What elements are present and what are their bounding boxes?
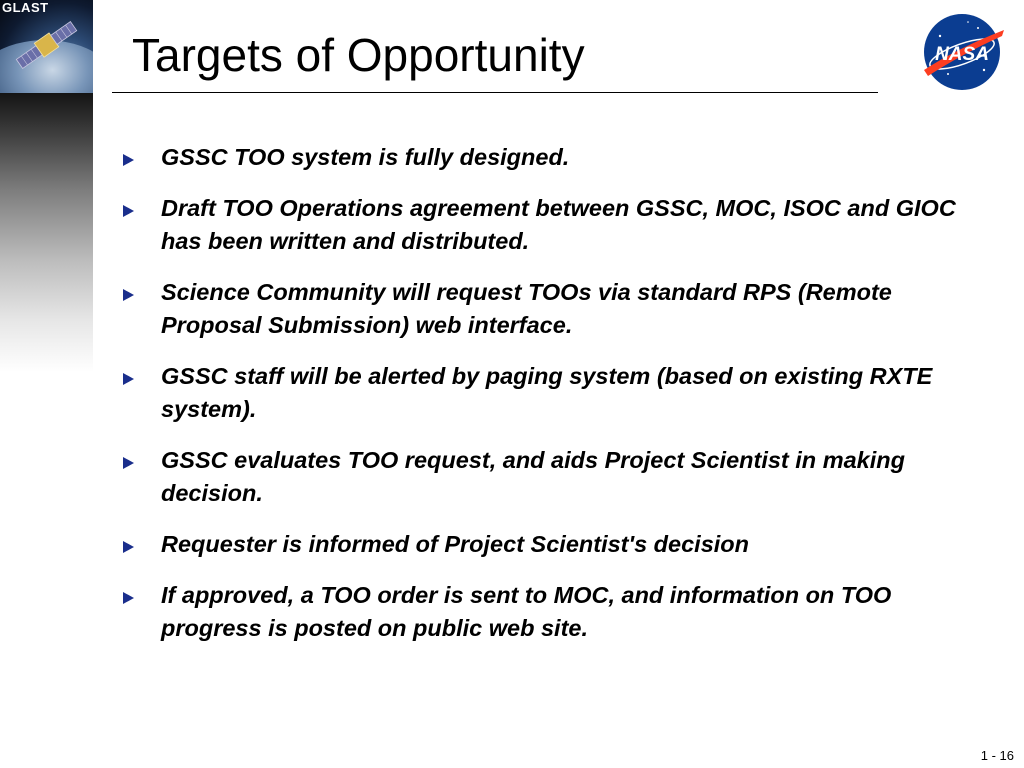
bullet-item <box>118 579 998 645</box>
bullet-item <box>118 141 998 174</box>
triangle-bullet-icon <box>123 373 134 385</box>
triangle-bullet-icon <box>123 457 134 469</box>
triangle-bullet-icon <box>123 592 134 604</box>
slide-title: Targets of Opportunity <box>132 29 585 81</box>
bullet-text: Requester is informed of Project Scientist's decision <box>161 531 750 557</box>
bullet-text: GSSC staff will be alerted by paging system (based on existing RXTE system). <box>161 363 933 422</box>
bullet-text: GSSC evaluates TOO request, and aids Project Scientist in making decision. <box>161 447 905 506</box>
nasa-meatball-icon <box>918 8 1008 94</box>
triangle-bullet-icon <box>123 154 134 166</box>
title-divider <box>112 92 878 93</box>
glast-logo-text: GLAST <box>2 0 49 15</box>
bullet-item <box>118 276 998 342</box>
triangle-bullet-icon <box>123 289 134 301</box>
bullet-list <box>118 141 998 663</box>
page-number: 1 - 16 <box>980 748 1014 763</box>
glast-logo <box>0 0 93 93</box>
triangle-bullet-icon <box>123 541 134 553</box>
side-gradient-bar <box>0 0 93 768</box>
bullet-text: GSSC TOO system is fully designed. <box>161 144 570 170</box>
bullet-item <box>118 192 998 258</box>
bullet-text: If approved, a TOO order is sent to MOC, and information on TOO progress is posted on public web site. <box>161 582 892 641</box>
bullet-item <box>118 528 998 561</box>
bullet-text: Draft TOO Operations agreement between GSSC, MOC, ISOC and GIOC has been written and distributed. <box>161 195 956 254</box>
bullet-item <box>118 444 998 510</box>
triangle-bullet-icon <box>123 205 134 217</box>
nasa-logo-text: NASA <box>935 44 989 65</box>
bullet-item <box>118 360 998 426</box>
bullet-text: Science Community will request TOOs via standard RPS (Remote Proposal Submission) web interface. <box>161 279 892 338</box>
